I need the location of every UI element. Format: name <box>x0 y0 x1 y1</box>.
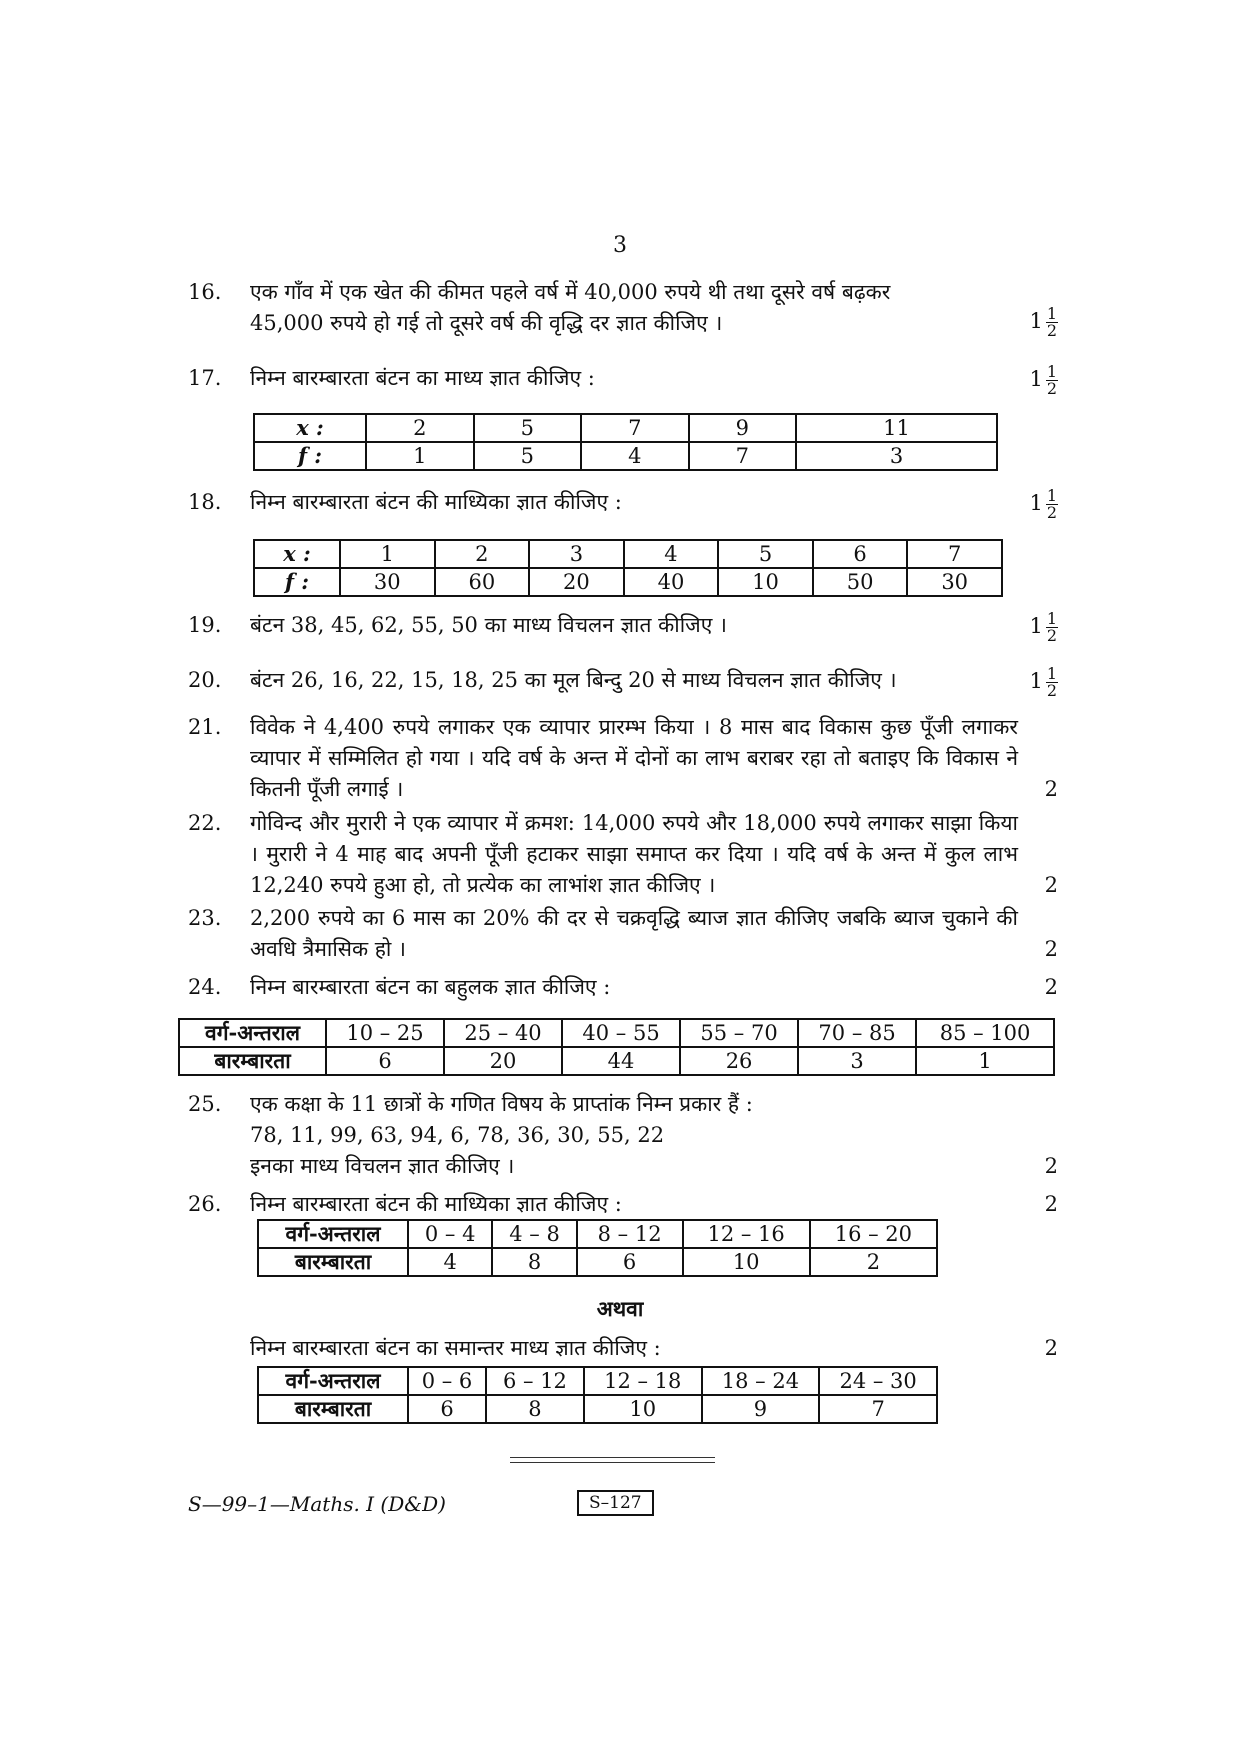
table-cell: 2 <box>435 540 530 568</box>
table-row <box>258 1248 937 1276</box>
table-cell: 4 <box>581 442 689 470</box>
end-rule <box>510 1462 715 1463</box>
table-cell: 30 <box>340 568 435 596</box>
row-label-class: वर्ग-अन्तराल <box>258 1367 408 1395</box>
row-label-class: वर्ग-अन्तराल <box>258 1220 408 1248</box>
question-17 <box>188 363 1058 397</box>
marks: 1 $\frac{1}{2}$ <box>1029 304 1057 340</box>
table-cell: 7 <box>689 442 797 470</box>
table-cell: 8 <box>492 1248 576 1276</box>
table-cell: 5 <box>474 442 582 470</box>
table-row <box>258 1367 937 1395</box>
table-cell: 6 <box>577 1248 683 1276</box>
table-cell: 2 <box>366 414 474 442</box>
table-cell: 6 <box>326 1047 444 1075</box>
question-number: 17. <box>188 366 222 390</box>
question-19 <box>188 610 1058 644</box>
question-25 <box>188 1089 1058 1182</box>
table-cell: 10 <box>718 568 813 596</box>
table-cell: 44 <box>562 1047 680 1075</box>
question-16 <box>188 277 1058 339</box>
table-row <box>179 1019 1054 1047</box>
table-row <box>179 1047 1054 1075</box>
question-number: 16. <box>188 280 222 304</box>
footer-paper-code: S—99–1—Maths. I (D&D) <box>188 1492 446 1516</box>
table-cell: 60 <box>435 568 530 596</box>
question-18 <box>188 487 1058 521</box>
question-text: विवेक ने 4,400 रुपये लगाकर एक व्यापार प्रारम्भ किया । 8 मास बाद विकास कुछ पूँजी लगाकर व्यापार में सम्मिलित हो गया । यदि वर्ष के अन्त में दोनों का लाभ बराबर रहा तो बताइए कि विकास ने कितनी पूँजी लगाई । <box>250 715 1018 801</box>
table-row <box>258 1395 937 1423</box>
question-23 <box>188 903 1058 965</box>
table-cell: 25 – 40 <box>444 1019 562 1047</box>
question-number: 24. <box>188 975 222 999</box>
marks: 2 <box>1044 777 1058 801</box>
question-text: निम्न बारम्बारता बंटन का बहुलक ज्ञात कीजिए : <box>250 975 611 999</box>
table-cell: 10 <box>683 1248 810 1276</box>
table-cell: 1 <box>916 1047 1054 1075</box>
question-text-line1: एक गाँव में एक खेत की कीमत पहले वर्ष में 40,000 रुपये थी तथा दूसरे वर्ष बढ़कर <box>250 280 891 304</box>
row-label-frequency: बारम्बारता <box>179 1047 326 1075</box>
table-cell: 9 <box>702 1395 820 1423</box>
table-row <box>258 1220 937 1248</box>
question-number: 22. <box>188 811 222 835</box>
table-cell: 16 – 20 <box>810 1220 937 1248</box>
marks: 2 <box>1044 1154 1058 1178</box>
page-number: 3 <box>613 233 627 258</box>
marks: 2 <box>1044 1336 1058 1360</box>
table-cell: 70 – 85 <box>798 1019 916 1047</box>
question-26-alternative <box>188 1333 1058 1364</box>
table-cell: 20 <box>444 1047 562 1075</box>
row-label-f: f : <box>254 568 340 596</box>
table-cell: 85 – 100 <box>916 1019 1054 1047</box>
table-row <box>254 540 1002 568</box>
question-number: 21. <box>188 715 222 739</box>
q26-frequency-table <box>257 1219 938 1277</box>
question-text: निम्न बारम्बारता बंटन की माध्यिका ज्ञात कीजिए : <box>250 1192 622 1216</box>
table-cell: 40 – 55 <box>562 1019 680 1047</box>
q24-frequency-table <box>178 1018 1055 1076</box>
row-label-f: f : <box>254 442 366 470</box>
table-row <box>254 442 997 470</box>
q18-frequency-table <box>253 539 1003 597</box>
marks: 2 <box>1044 873 1058 897</box>
table-cell: 4 <box>624 540 719 568</box>
table-cell: 6 <box>813 540 908 568</box>
question-data-line: 78, 11, 99, 63, 94, 6, 78, 36, 30, 55, 22 <box>250 1123 665 1147</box>
table-cell: 1 <box>340 540 435 568</box>
q26-alt-frequency-table <box>257 1366 938 1424</box>
table-cell: 12 – 16 <box>683 1220 810 1248</box>
row-label-x: x : <box>254 414 366 442</box>
table-cell: 3 <box>529 540 624 568</box>
question-text: निम्न बारम्बारता बंटन की माध्यिका ज्ञात कीजिए : <box>250 490 622 514</box>
question-text-line1: एक कक्षा के 11 छात्रों के गणित विषय के प्राप्तांक निम्न प्रकार हैं : <box>250 1092 753 1116</box>
table-cell: 12 – 18 <box>584 1367 702 1395</box>
table-cell: 7 <box>819 1395 937 1423</box>
row-label-class: वर्ग-अन्तराल <box>179 1019 326 1047</box>
footer-series-code: S–127 <box>577 1490 654 1516</box>
table-cell: 24 – 30 <box>819 1367 937 1395</box>
table-cell: 9 <box>689 414 797 442</box>
table-row <box>254 568 1002 596</box>
end-rule <box>510 1457 715 1458</box>
table-row <box>254 414 997 442</box>
question-26 <box>188 1189 1058 1220</box>
marks: 1 $\frac{1}{2}$ <box>1029 486 1057 522</box>
table-cell: 3 <box>796 442 997 470</box>
table-cell: 50 <box>813 568 908 596</box>
row-label-x: x : <box>254 540 340 568</box>
table-cell: 10 – 25 <box>326 1019 444 1047</box>
table-cell: 26 <box>680 1047 798 1075</box>
table-cell: 40 <box>624 568 719 596</box>
table-cell: 5 <box>474 414 582 442</box>
question-20 <box>188 665 1058 699</box>
question-text: बंटन 26, 16, 22, 15, 18, 25 का मूल बिन्दु 20 से माध्य विचलन ज्ञात कीजिए । <box>250 668 897 692</box>
question-text: निम्न बारम्बारता बंटन का समान्तर माध्य ज्ञात कीजिए : <box>250 1336 661 1360</box>
question-text-line3: इनका माध्य विचलन ज्ञात कीजिए । <box>250 1154 515 1178</box>
question-number: 19. <box>188 613 222 637</box>
table-cell: 2 <box>810 1248 937 1276</box>
table-cell: 5 <box>718 540 813 568</box>
question-21 <box>188 712 1058 805</box>
table-cell: 8 – 12 <box>577 1220 683 1248</box>
table-cell: 8 <box>486 1395 584 1423</box>
row-label-frequency: बारम्बारता <box>258 1395 408 1423</box>
q17-frequency-table <box>253 413 998 471</box>
table-cell: 7 <box>581 414 689 442</box>
table-cell: 20 <box>529 568 624 596</box>
table-cell: 55 – 70 <box>680 1019 798 1047</box>
table-cell: 6 – 12 <box>486 1367 584 1395</box>
or-divider-label: अथवा <box>596 1296 644 1321</box>
question-text: बंटन 38, 45, 62, 55, 50 का माध्य विचलन ज्ञात कीजिए । <box>250 613 727 637</box>
question-22 <box>188 808 1058 901</box>
table-cell: 18 – 24 <box>702 1367 820 1395</box>
question-number: 25. <box>188 1092 222 1116</box>
question-number: 26. <box>188 1192 222 1216</box>
row-label-frequency: बारम्बारता <box>258 1248 408 1276</box>
question-text: 2,200 रुपये का 6 मास का 20% की दर से चक्रवृद्धि ब्याज ज्ञात कीजिए जबकि ब्याज चुकाने की अवधि त्रैमासिक हो । <box>250 906 1018 961</box>
table-cell: 3 <box>798 1047 916 1075</box>
table-cell: 0 – 4 <box>408 1220 492 1248</box>
table-cell: 0 – 6 <box>408 1367 486 1395</box>
question-text: गोविन्द और मुरारी ने एक व्यापार में क्रमश: 14,000 रुपये और 18,000 रुपये लगाकर साझा किया । मुरारी ने 4 माह बाद अपनी पूँजी हटाकर साझा समाप्त कर दिया । यदि वर्ष के अन्त में कुल लाभ 12,240 रुपये हुआ हो, तो प्रत्येक का लाभांश ज्ञात कीजिए । <box>250 811 1018 897</box>
marks: 1 $\frac{1}{2}$ <box>1029 609 1057 645</box>
question-number: 18. <box>188 490 222 514</box>
table-cell: 11 <box>796 414 997 442</box>
table-cell: 30 <box>907 568 1002 596</box>
table-cell: 10 <box>584 1395 702 1423</box>
question-text: निम्न बारम्बारता बंटन का माध्य ज्ञात कीजिए : <box>250 366 595 390</box>
marks: 2 <box>1044 937 1058 961</box>
marks: 2 <box>1044 1192 1058 1216</box>
table-cell: 4 – 8 <box>492 1220 576 1248</box>
question-24 <box>188 972 1058 1003</box>
table-cell: 7 <box>907 540 1002 568</box>
question-number: 23. <box>188 906 222 930</box>
marks: 2 <box>1044 975 1058 999</box>
question-number: 20. <box>188 668 222 692</box>
marks: 1 $\frac{1}{2}$ <box>1029 362 1057 398</box>
table-cell: 1 <box>366 442 474 470</box>
marks: 1 $\frac{1}{2}$ <box>1029 664 1057 700</box>
table-cell: 6 <box>408 1395 486 1423</box>
question-text-line2: 45,000 रुपये हो गई तो दूसरे वर्ष की वृद्धि दर ज्ञात कीजिए । <box>250 311 723 335</box>
table-cell: 4 <box>408 1248 492 1276</box>
